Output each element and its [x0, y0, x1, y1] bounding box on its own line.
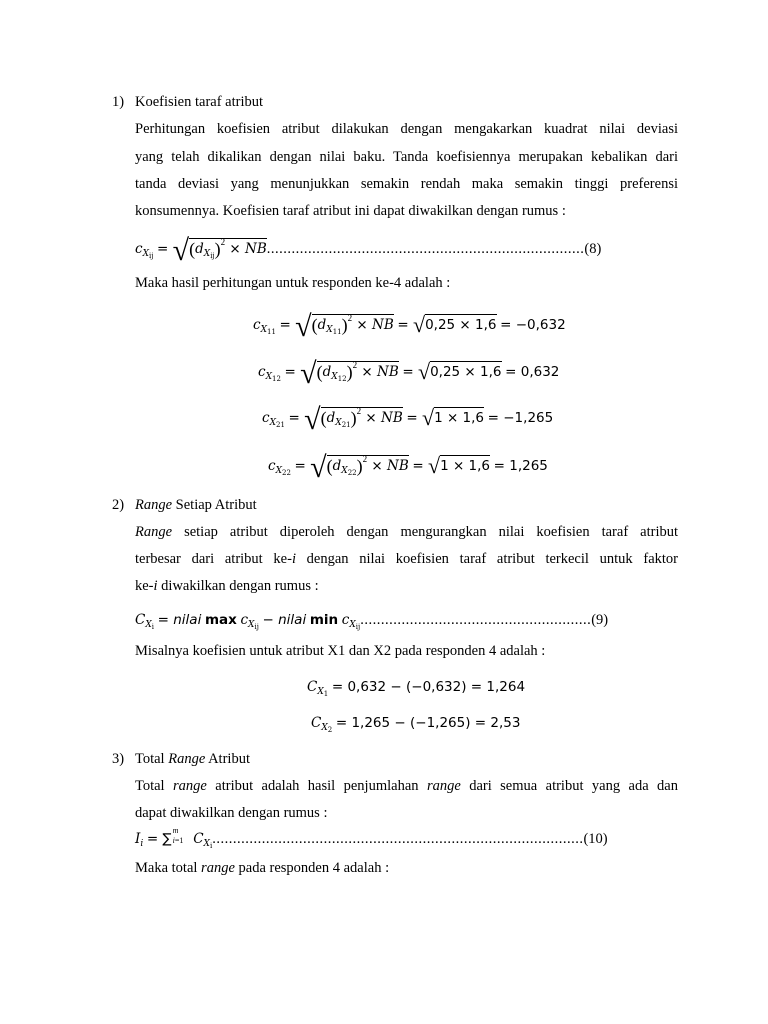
leader-dots: ........................................................ [360, 612, 592, 628]
paragraph-line: dapat diwakilkan dengan rumus : [135, 805, 328, 821]
example-equation: $C_{X_1} = 0,632 - (-0,632) = 1,264$ [307, 679, 526, 698]
result-equation: $c_{X_{11}} = √(d_{X_{11}})^2$ × NB = √0,25 × 1,6 = −0,632 [253, 310, 566, 343]
paragraph-line: konsumennya. Koefisien taraf atribut ini dapat diwakilkan dengan rumus : [135, 203, 566, 219]
result-equation: $c_{X_{21}} = √(d_{X_{21}})^2$ × NB = √1 × 1,6 = −1,265 [262, 403, 554, 436]
paragraph-line: Total range atribut adalah hasil penjumlahan range dari semua atribut yang ada dan [135, 778, 678, 794]
paragraph-line: Range setiap atribut diperoleh dengan mengurangkan nilai koefisien taraf atribut [135, 524, 679, 540]
result-equation: $c_{X_{22}} = √(d_{X_{22}})^2$ × NB = √1 × 1,6 = 1,265 [268, 451, 548, 484]
section-2-number: 2) [112, 497, 125, 513]
example-equation: $C_{X_2} = 1,265 - (-1,265) = 2,53$ [311, 715, 521, 734]
section-3-number: 3) [112, 751, 125, 767]
formula-number: (10) [583, 831, 608, 847]
formula-number: (8) [584, 241, 602, 257]
section-1-number: 1) [112, 94, 125, 110]
paragraph-line: Perhitungan koefisien atribut dilakukan dengan mengakarkan kuadrat nilai deviasi [135, 121, 678, 137]
final-line: Maka total range pada responden 4 adalah : [135, 860, 390, 876]
example-intro: Misalnya koefisien untuk atribut X1 dan X2 pada responden 4 adalah : [135, 643, 546, 659]
paragraph-line: yang telah dikalikan dengan nilai baku. Tanda koefisiennya merupakan kebalikan dari [135, 149, 678, 165]
leader-dots: .......................................................................................... [212, 831, 584, 847]
formula-number: (9) [591, 612, 609, 628]
section-3-title: Total Range Atribut [135, 751, 250, 767]
formula-9: $C_{X_i}$ = nilai $\max c_{X_{ij}}$ − nilai $\min c_{X_{ij}}........................................................(9)$ [135, 612, 609, 631]
formula-10: $I_i$ = ∑ m i=1 $C_{X_i}..........................................................................................(10)$ [135, 826, 608, 850]
leader-dots: ............................................................................. [266, 241, 585, 257]
result-equation: $c_{X_{12}} = √(d_{X_{12}})^2$ × NB = √0,25 × 1,6 = 0,632 [258, 357, 560, 390]
formula-8: $c_{X_{ij}} = √(d_{X_{ij}})^2 \times NB.............................................................................(8)$ [135, 234, 602, 267]
paragraph-line: terbesar dari atribut ke-i dengan nilai koefisien taraf atribut terkecil untuk faktor [135, 551, 678, 567]
section-1-title: Koefisien taraf atribut [135, 94, 264, 110]
paragraph-line: ke-i diwakilkan dengan rumus : [135, 578, 319, 594]
result-intro: Maka hasil perhitungan untuk responden ke-4 adalah : [135, 275, 451, 291]
section-2-title: Range Setiap Atribut [135, 497, 257, 513]
paragraph-line: tanda deviasi yang menunjukkan semakin rendah maka semakin tinggi preferensi [135, 176, 678, 192]
